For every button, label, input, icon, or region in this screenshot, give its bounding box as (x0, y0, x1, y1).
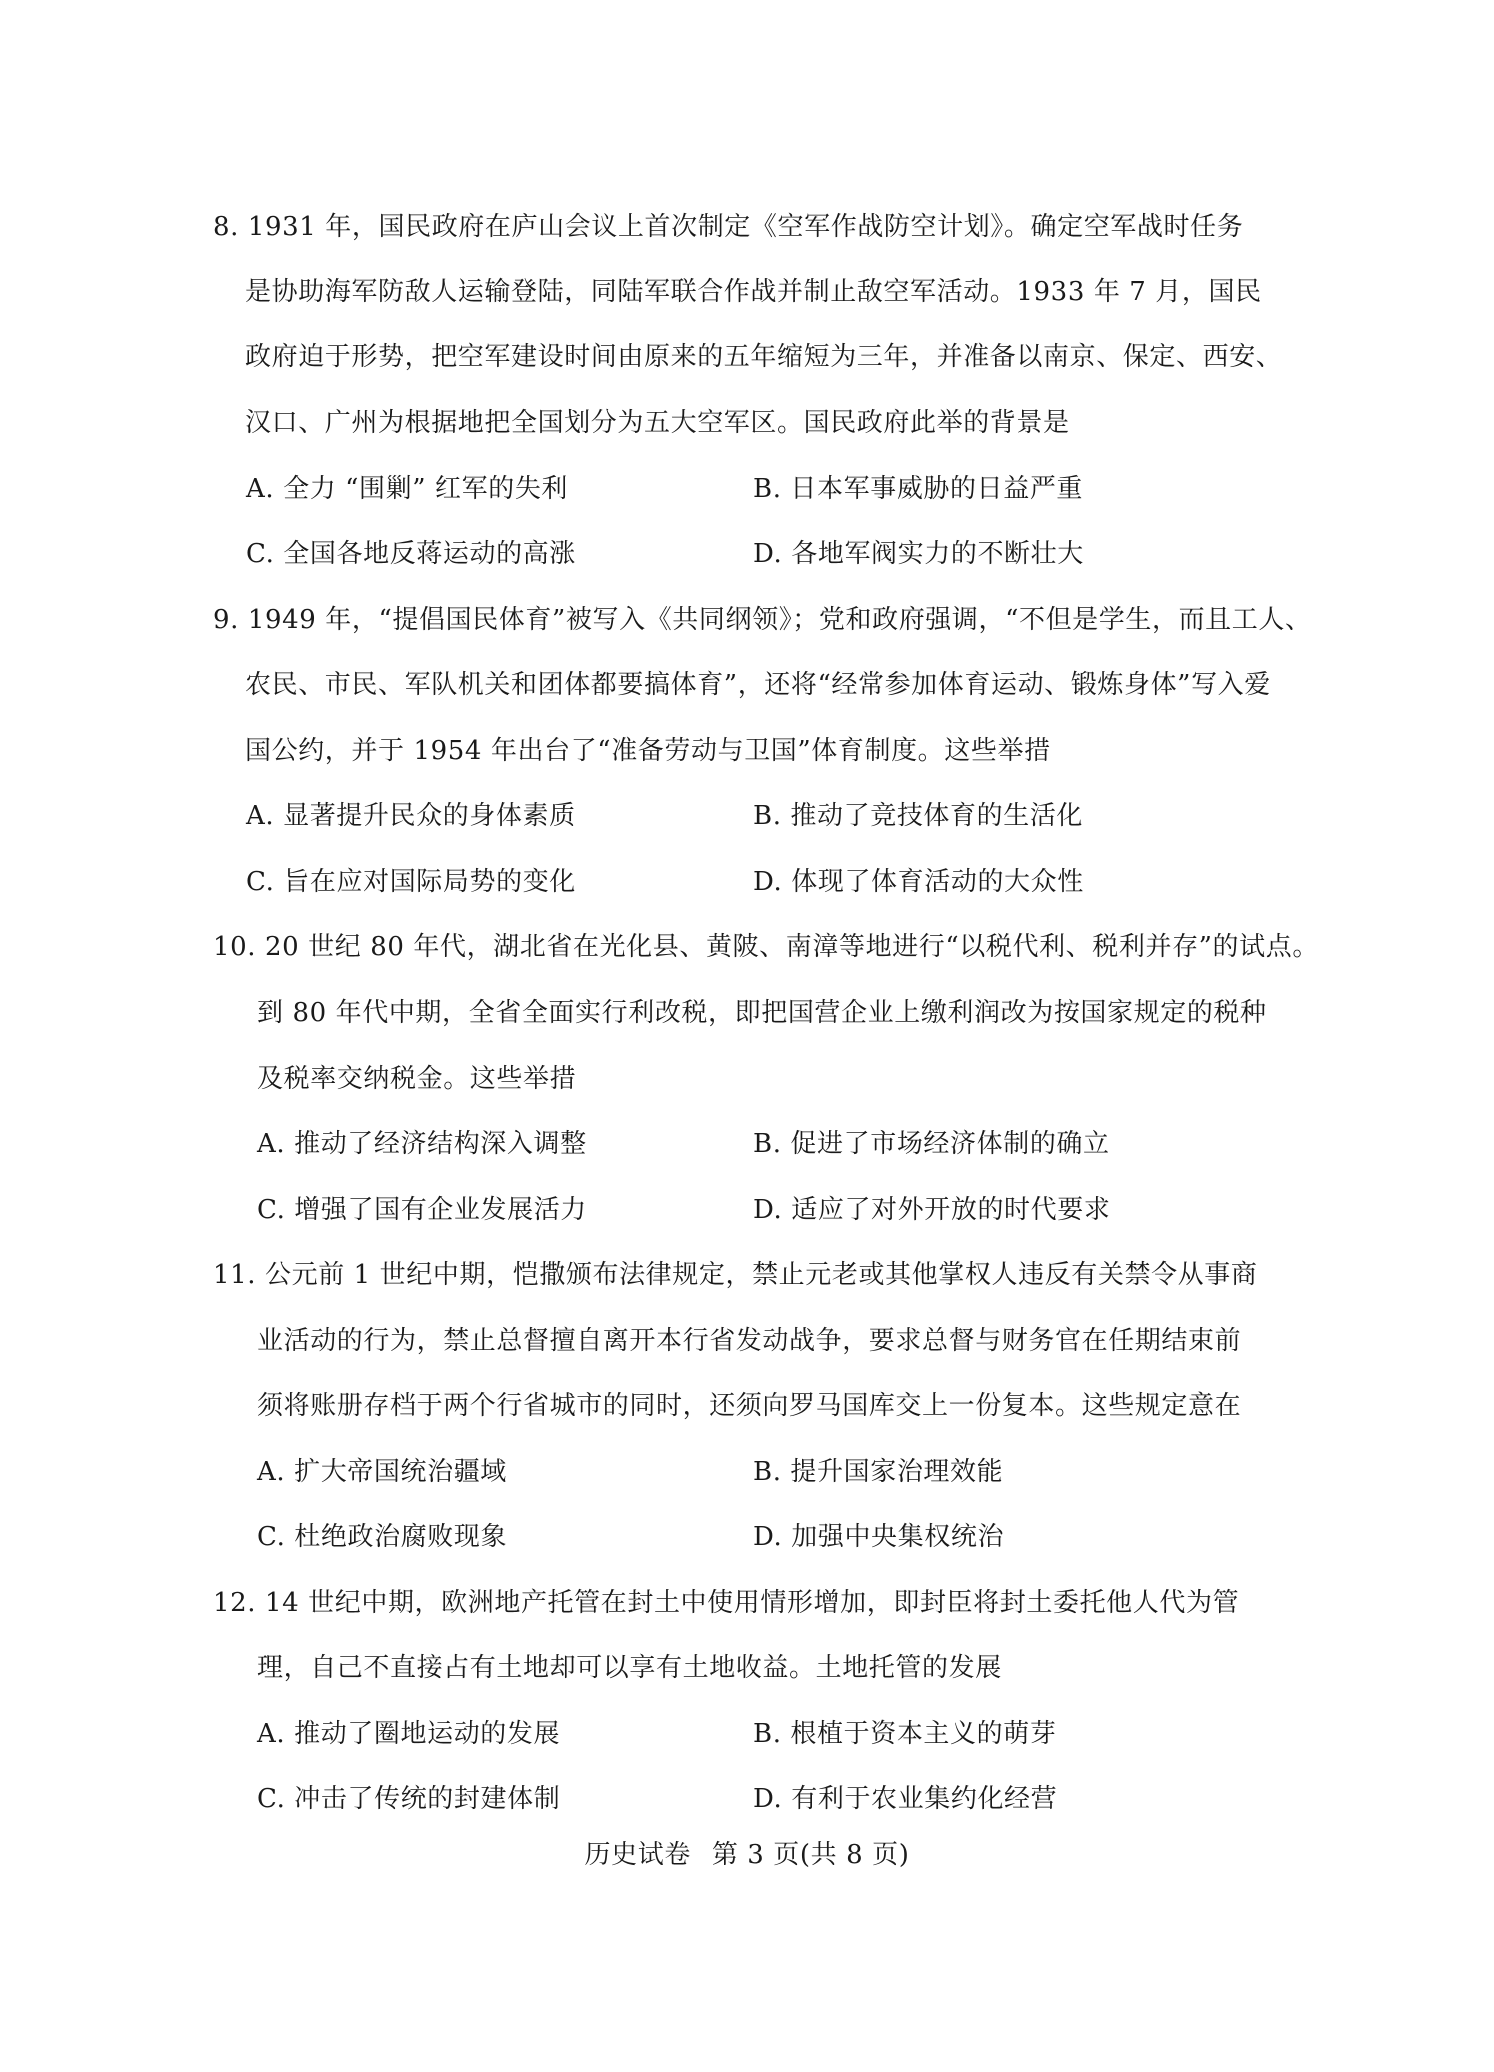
question-text-line: 理，自己不直接占有土地却可以享有土地收益。土地托管的发展 (257, 1653, 1002, 1683)
question-text-line: 11. 公元前 1 世纪中期，恺撒颁布法律规定，禁止元老或其他掌权人违反有关禁令从事商 (213, 1260, 1258, 1290)
question-text-line: 须将账册存档于两个行省城市的同时，还须向罗马国库交上一份复本。这些规定意在 (257, 1391, 1242, 1421)
question-text-line: 是协助海军防敌人运输登陆，同陆军联合作战并制止敌空军活动。1933 年 7 月，国民 (245, 277, 1262, 307)
question-text-line: 到 80 年代中期，全省全面实行利改税，即把国营企业上缴利润改为按国家规定的税种 (257, 998, 1267, 1028)
option-d: D. 有利于农业集约化经营 (753, 1784, 1058, 1814)
option-d: D. 各地军阀实力的不断壮大 (753, 539, 1084, 569)
option-c: C. 全国各地反蒋运动的高涨 (246, 539, 576, 569)
question-text-line: 农民、市民、军队机关和团体都要搞体育”，还将“经常参加体育运动、锻炼身体”写入爱 (245, 670, 1271, 700)
option-c: C. 增强了国有企业发展活力 (257, 1195, 587, 1225)
question-text-line: 业活动的行为，禁止总督擅自离开本行省发动战争，要求总督与财务官在任期结束前 (257, 1326, 1242, 1356)
option-b: B. 根植于资本主义的萌芽 (753, 1719, 1057, 1749)
option-a: A. 推动了经济结构深入调整 (257, 1129, 587, 1159)
option-a: A. 显著提升民众的身体素质 (246, 801, 576, 831)
question-text-line: 10. 20 世纪 80 年代，湖北省在光化县、黄陂、南漳等地进行“以税代利、税利并存”的试点。 (213, 932, 1319, 962)
option-c: C. 杜绝政治腐败现象 (257, 1522, 508, 1552)
option-d: D. 适应了对外开放的时代要求 (753, 1195, 1111, 1225)
question-text-line: 9. 1949 年，“提倡国民体育”被写入《共同纲领》；党和政府强调，“不但是学生，而且工人、 (213, 605, 1312, 635)
option-d: D. 加强中央集权统治 (753, 1522, 1005, 1552)
question-text-line: 国公约，并于 1954 年出台了“准备劳动与卫国”体育制度。这些举措 (245, 736, 1051, 766)
question-text-line: 8. 1931 年，国民政府在庐山会议上首次制定《空军作战防空计划》。确定空军战时任务 (213, 212, 1244, 242)
option-c: C. 冲击了传统的封建体制 (257, 1784, 561, 1814)
page-footer (0, 1838, 1494, 1872)
question-text-line: 12. 14 世纪中期，欧洲地产托管在封土中使用情形增加，即封臣将封土委托他人代为管 (213, 1588, 1240, 1618)
option-c: C. 旨在应对国际局势的变化 (246, 867, 576, 897)
option-b: B. 促进了市场经济体制的确立 (753, 1129, 1110, 1159)
option-d: D. 体现了体育活动的大众性 (753, 867, 1084, 897)
question-text-line: 政府迫于形势，把空军建设时间由原来的五年缩短为三年，并准备以南京、保定、西安、 (245, 342, 1283, 372)
question-text-line: 汉口、广州为根据地把全国划分为五大空军区。国民政府此举的背景是 (245, 408, 1070, 438)
footer-subject: 历史试卷 (584, 1840, 691, 1870)
option-b: B. 日本军事威胁的日益严重 (753, 474, 1084, 504)
option-b: B. 推动了竞技体育的生活化 (753, 801, 1084, 831)
option-a: A. 扩大帝国统治疆域 (257, 1457, 507, 1487)
footer-page-number: 第 3 页(共 8 页) (711, 1840, 910, 1870)
option-b: B. 提升国家治理效能 (753, 1457, 1004, 1487)
option-a: A. 全力 “围剿” 红军的失利 (246, 474, 569, 504)
question-text-line: 及税率交纳税金。这些举措 (257, 1064, 577, 1094)
option-a: A. 推动了圈地运动的发展 (257, 1719, 561, 1749)
